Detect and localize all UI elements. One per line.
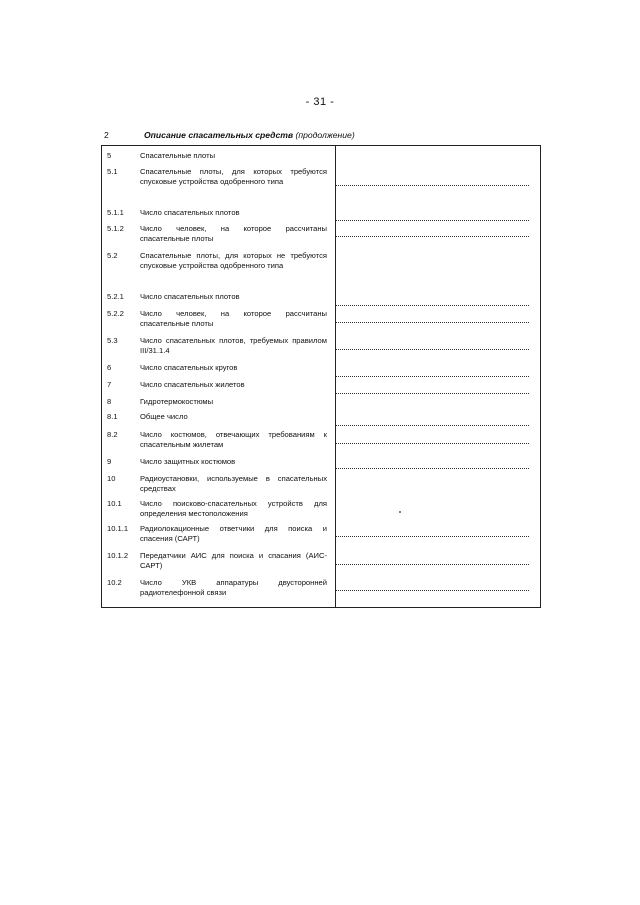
form-row-10 (102, 474, 540, 499)
row-description: Число спасательных плотов, требуемых правилом III/31.1.4 (140, 336, 327, 355)
row-description: Число спасательных плотов (140, 208, 240, 217)
answer-cell (327, 457, 540, 474)
form-row-5 (102, 146, 540, 167)
answer-field[interactable] (336, 590, 529, 591)
row-number: 7 (107, 380, 112, 389)
form-row-5-1-1 (102, 208, 540, 224)
row-description: Радиоустановки, используемые в спасательных средствах (140, 474, 327, 493)
answer-field[interactable] (336, 536, 529, 537)
answer-cell (327, 524, 540, 551)
row-description: Передатчики АИС для поиска и спасания (АИС-САРТ) (140, 551, 327, 570)
row-description: Число спасательных кругов (140, 363, 238, 372)
answer-cell (327, 380, 540, 397)
row-description: Число человек, на которое рассчитаны спасательные плоты (140, 309, 327, 328)
row-number: 5.3 (107, 336, 118, 345)
answer-field[interactable] (336, 425, 529, 426)
form-table (101, 145, 541, 608)
row-number: 5.2 (107, 251, 118, 260)
row-description: Спасательные плоты, для которых требуются спусковые устройства одобренного типа (140, 167, 327, 186)
answer-cell (327, 397, 540, 412)
row-number: 5.2.1 (107, 292, 124, 301)
form-row-10-1-2 (102, 551, 540, 578)
answer-cell (327, 251, 540, 292)
form-row-5-2 (102, 251, 540, 292)
answer-field[interactable] (336, 236, 529, 237)
row-description: Спасательные плоты (140, 151, 216, 160)
answer-field[interactable] (336, 376, 529, 377)
answer-field[interactable] (336, 322, 529, 323)
answer-cell (327, 292, 540, 309)
answer-cell (327, 309, 540, 336)
row-description: Число костюмов, отвечающих требованиям к спасательным жилетам (140, 430, 327, 449)
answer-cell (327, 430, 540, 457)
row-description: Число защитных костюмов (140, 457, 236, 466)
row-description: Спасательные плоты, для которых не требуются спусковые устройства одобренного типа (140, 251, 327, 270)
answer-cell (327, 208, 540, 224)
form-row-10-1-1 (102, 524, 540, 551)
answer-cell (327, 499, 540, 524)
section-title-text: Описание спасательных средств (144, 130, 294, 140)
row-number: 5.1 (107, 167, 118, 176)
row-description: Число человек, на которое рассчитаны спасательные плоты (140, 224, 327, 243)
answer-cell (327, 551, 540, 578)
row-number: 10 (107, 474, 116, 483)
row-description: Число спасательных плотов (140, 292, 240, 301)
row-number: 5.1.2 (107, 224, 124, 233)
answer-field[interactable] (336, 393, 529, 394)
page-number: - 31 - (305, 96, 335, 108)
row-number: 9 (107, 457, 112, 466)
answer-field[interactable] (336, 185, 529, 186)
row-description: Число спасательных жилетов (140, 380, 245, 389)
row-number: 8 (107, 397, 112, 406)
section-continuation: (продолжение) (295, 130, 355, 140)
form-row-5-2-2 (102, 309, 540, 336)
row-number: 6 (107, 363, 112, 372)
row-number: 5 (107, 151, 112, 160)
row-number: 10.2 (107, 578, 122, 587)
row-number: 10.1.1 (107, 524, 129, 533)
answer-field[interactable] (336, 564, 529, 565)
form-row-5-3 (102, 336, 540, 363)
answer-field[interactable] (336, 349, 529, 350)
form-row-8-1 (102, 412, 540, 427)
row-description: Гидротермокостюмы (140, 397, 214, 406)
answer-field[interactable] (336, 443, 529, 444)
row-number: 10.1.2 (107, 551, 129, 560)
answer-cell (327, 224, 540, 251)
form-row-5-1-2 (102, 224, 540, 251)
row-description: Число УКВ аппаратуры двусторонней радиотелефонной связи (140, 578, 327, 597)
answer-cell (327, 336, 540, 363)
answer-cell (327, 167, 540, 208)
answer-cell (327, 578, 540, 607)
answer-field[interactable] (336, 305, 529, 306)
answer-cell (327, 151, 540, 167)
row-number: 8.2 (107, 430, 118, 439)
form-row-5-2-1 (102, 292, 540, 309)
form-row-10-2 (102, 578, 540, 607)
row-number: 10.1 (107, 499, 122, 508)
form-row-8 (102, 397, 540, 412)
row-number: 8.1 (107, 412, 118, 421)
form-row-9 (102, 457, 540, 474)
row-description: Общее число (140, 412, 188, 421)
row-number: 5.2.2 (107, 309, 124, 318)
form-row-8-2 (102, 427, 540, 457)
form-row-5-1 (102, 167, 540, 208)
row-number: 5.1.1 (107, 208, 124, 217)
answer-field[interactable] (336, 468, 529, 469)
section-number: 2 (104, 130, 109, 140)
form-row-6 (102, 363, 540, 380)
row-description: Радиолокационные ответчики для поиска и спасения (САРТ) (140, 524, 327, 543)
form-row-7 (102, 380, 540, 397)
answer-cell (327, 412, 540, 427)
form-row-10-1 (102, 499, 540, 524)
answer-field[interactable] (336, 220, 529, 221)
answer-cell (327, 474, 540, 499)
section-title (144, 130, 355, 140)
answer-cell (327, 363, 540, 380)
scan-speck (399, 511, 401, 513)
row-description: Число поисково-спасательных устройств для определения местоположения (140, 499, 327, 518)
